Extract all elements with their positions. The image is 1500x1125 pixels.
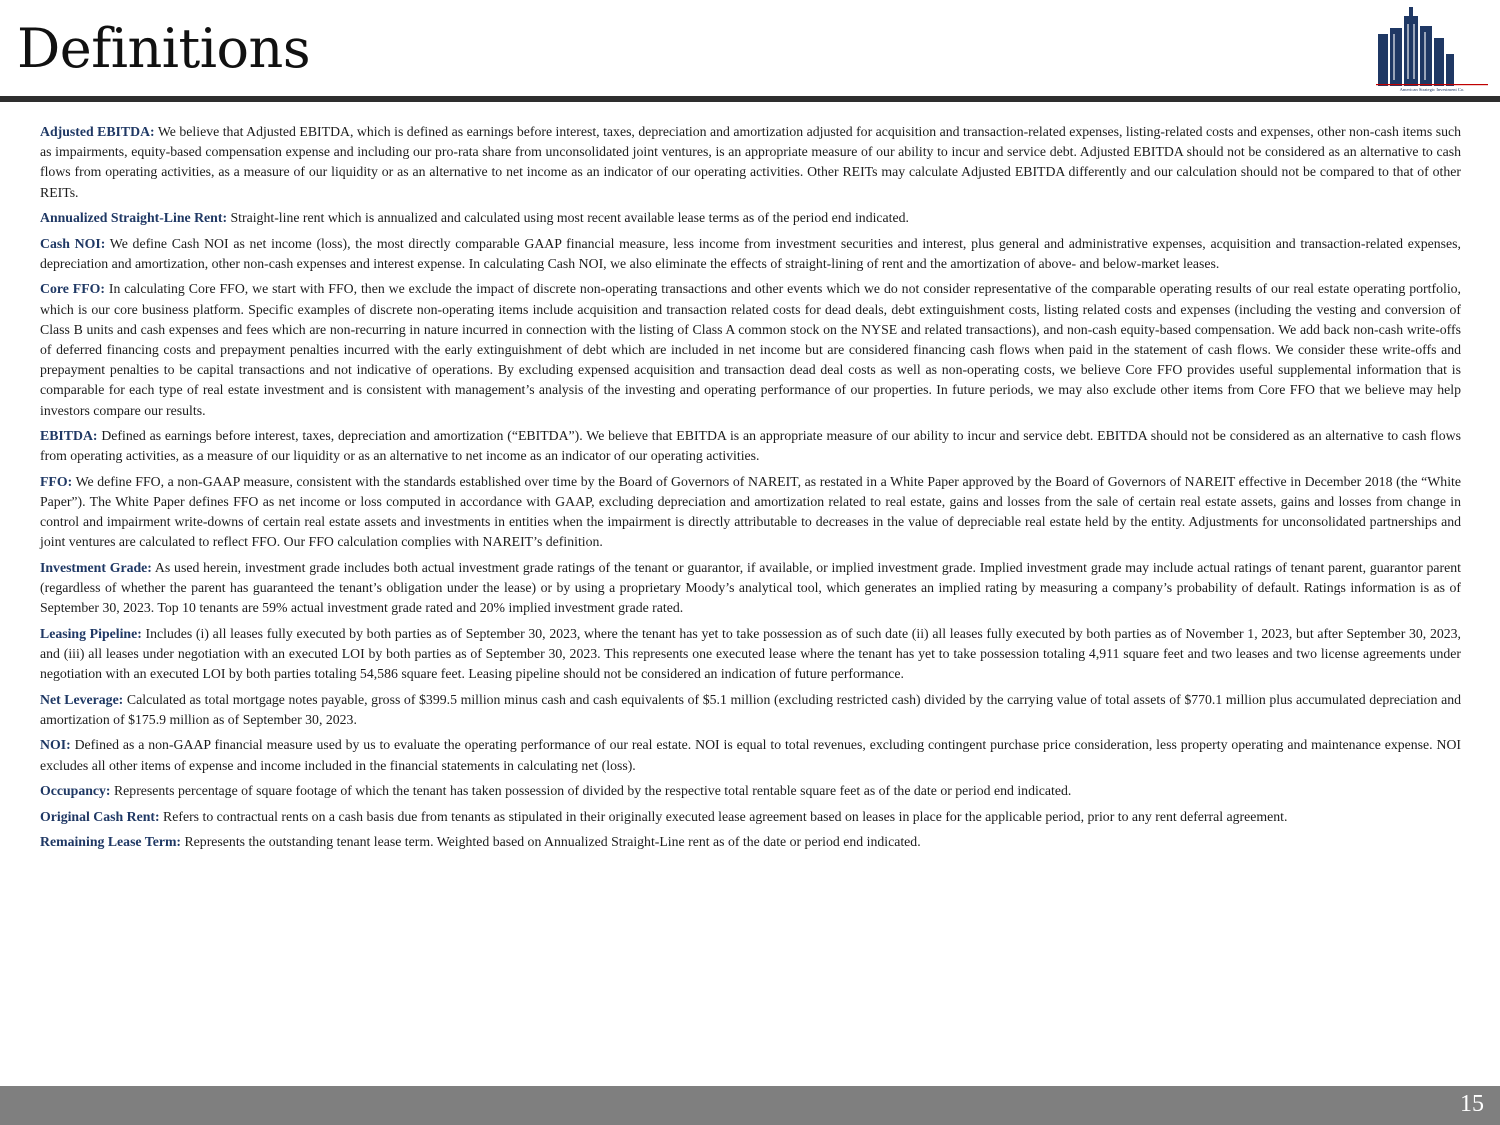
definition-text: Defined as a non-GAAP financial measure used by us to evaluate the operating performance of our real estate. NOI is equal to total revenues, excluding contingent purchase price consideration, less property operating and maintenance expense. NOI excludes all other items of expense and income included in the financial statements in calculating net (loss). — [40, 737, 1462, 773]
definition-text: Refers to contractual rents on a cash basis due from tenants as stipulated in their originally executed lease agreement based on leases in place for the applicable period, prior to any rent deferral agreement. — [163, 808, 1288, 824]
definition-term: Net Leverage: — [40, 691, 124, 707]
definition-term: Adjusted EBITDA: — [40, 124, 155, 139]
definition-item — [40, 735, 1461, 775]
footer-bar — [0, 1086, 1500, 1125]
definition-text: We believe that Adjusted EBITDA, which is defined as earnings before interest, taxes, depreciation and amortization adjusted for acquisition and transaction-related expenses, listing-related costs and expenses, other non-cash items such as impairments, equity-based compensation expense and including our pro-rata share from unconsolidated joint ventures, is an appropriate measure of our ability to incur and service debt. Adjusted EBITDA should not be considered as an alternative to cash flows from operating activities, as a measure of our liquidity or as an alternative to net income as an indicator of our operating activities. Other REITs may calculate Adjusted EBITDA differently and our calculation should not be compared to that of other REITs. — [40, 124, 1461, 200]
definition-item — [40, 426, 1461, 466]
definition-term: Investment Grade: — [40, 559, 152, 575]
company-logo — [1374, 4, 1490, 96]
definition-text: Represents the outstanding tenant lease term. Weighted based on Annualized Straight-Line rent as of the date or period end indicated. — [184, 834, 921, 850]
definition-term: FFO: — [40, 473, 73, 489]
definition-text: Straight-line rent which is annualized and calculated using most recent available lease terms as of the period end indicated. — [230, 210, 909, 226]
definition-text: Represents percentage of square footage of which the tenant has taken possession of divided by the respective total rentable square feet as of the date or period end indicated. — [113, 783, 1072, 799]
definition-item — [40, 624, 1461, 685]
definition-term: Leasing Pipeline: — [40, 625, 142, 641]
definition-item — [40, 558, 1461, 619]
definition-text: We define FFO, a non-GAAP measure, consistent with the standards established over time by the Board of Governors of NAREIT, as restated in a White Paper approved by the Board of Governors of NAREIT effective in December 2018 (the “White Paper”). The White Paper defines FFO as net income or loss computed in accordance with GAAP, excluding depreciation and amortization related to real estate, gains and losses from the sale of certain real estate assets, gains and losses from change in control and impairment write-downs of certain real estate assets and investments in entities when the impairment is directly attributable to decreases in the value of depreciable real estate held by the entity. Adjustments for unconsolidated partnerships and joint ventures are calculated to reflect FFO. Our FFO calculation complies with NAREIT’s definition. — [40, 473, 1461, 550]
definition-term: Core FFO: — [40, 281, 105, 297]
definition-item — [40, 122, 1461, 203]
definition-text: Calculated as total mortgage notes payable, gross of $399.5 million minus cash and cash equivalents of $5.1 million (excluding restricted cash) divided by the carrying value of total assets of $770.1 million plus accumulated depreciation and amortization of $175.9 million as of September 30, 2023. — [40, 691, 1462, 727]
definition-term: EBITDA: — [40, 428, 98, 444]
definition-text: Defined as earnings before interest, taxes, depreciation and amortization (“EBITDA”). We believe that EBITDA is an appropriate measure of our ability to incur and service debt. EBITDA should not be considered as an alternative to cash flows from operating activities, as a measure of our liquidity or as an alternative to net income as an indicator of our operating activities. — [40, 428, 1461, 464]
definition-text: In calculating Core FFO, we start with FFO, then we exclude the impact of discrete non-operating transactions and other events which we do not consider representative of the comparable operating results of our real estate operating portfolio, which is our core business platform. Specific examples of discrete non-operating items include acquisition and transaction related costs for dead deals, debt extinguishment costs, listing related costs and expenses (including the vesting and conversion of Class B units and cash expenses and fees which are non-recurring in nature incurred in connection with the listing of Class A common stock on the NYSE and related transactions), and non-cash equity-based compensation. We add back non-cash write-offs of deferred financing costs and prepayment penalties incurred with the early extinguishment of debt which are included in net income but are considered financing cash flows when paid in the statement of cash flows. We consider these write-offs and prepayment penalties to be capital transactions and not indicative of operations. By excluding expensed acquisition and transaction dead deal costs as well as non-operating costs, we believe Core FFO provides useful supplemental information that is comparable for each type of real estate investment and is consistent with management’s analysis of the investing and operating performance of our properties. In future periods, we may also exclude other items from Core FFO that we believe may help investors compare our results. — [40, 281, 1461, 418]
definition-item — [40, 472, 1461, 553]
definition-item — [40, 690, 1461, 730]
logo-caption: American Strategic Investment Co. — [1399, 87, 1465, 92]
definition-item — [40, 234, 1461, 274]
page-number: 15 — [1460, 1091, 1484, 1117]
definitions-list — [40, 122, 1461, 858]
definition-item — [40, 208, 1461, 228]
definition-term: Remaining Lease Term: — [40, 834, 182, 850]
definition-term: Cash NOI: — [40, 235, 106, 251]
title-rule — [0, 96, 1500, 102]
page-title: Definitions — [17, 17, 311, 80]
definition-item — [40, 279, 1461, 420]
definition-term: NOI: — [40, 737, 71, 753]
definition-text: We define Cash NOI as net income (loss), the most directly comparable GAAP financial measure, less income from investment securities and interest, plus general and administrative expenses, acquisition and transaction-related expenses, depreciation and amortization, other non-cash expenses and interest expense. In calculating Cash NOI, we also eliminate the effects of straight-lining of rent and the amortization of above- and below-market leases. — [40, 235, 1461, 271]
definition-item — [40, 832, 1461, 852]
definition-item — [40, 781, 1461, 801]
definition-term: Annualized Straight-Line Rent: — [40, 210, 228, 226]
definition-text: As used herein, investment grade includes both actual investment grade ratings of the tenant or guarantor, if available, or implied investment grade. Implied investment grade may include actual ratings of tenant parent, guarantor parent (regardless of whether the parent has guaranteed the tenant’s obligation under the lease) or by using a proprietary Moody’s analytical tool, which generates an implied rating by measuring a company’s probability of default. Ratings information is as of September 30, 2023. Top 10 tenants are 59% actual investment grade rated and 20% implied investment grade rated. — [40, 559, 1461, 616]
definition-term: Original Cash Rent: — [40, 808, 160, 824]
definition-term: Occupancy: — [40, 783, 111, 799]
definition-text: Includes (i) all leases fully executed by both parties as of September 30, 2023, where the tenant has yet to take possession as of such date (ii) all leases fully executed by both parties as of November 1, 2023, but after September 30, 2023, and (iii) all leases under negotiation with an executed LOI by both parties as of September 30, 2023. This represents one executed lease where the tenant has yet to take possession totaling 4,911 square feet and two leases and two license agreements under negotiation with an executed LOI by both parties totaling 54,586 square feet. Leasing pipeline should not be considered an indication of future performance. — [40, 625, 1461, 682]
definition-item — [40, 807, 1461, 827]
